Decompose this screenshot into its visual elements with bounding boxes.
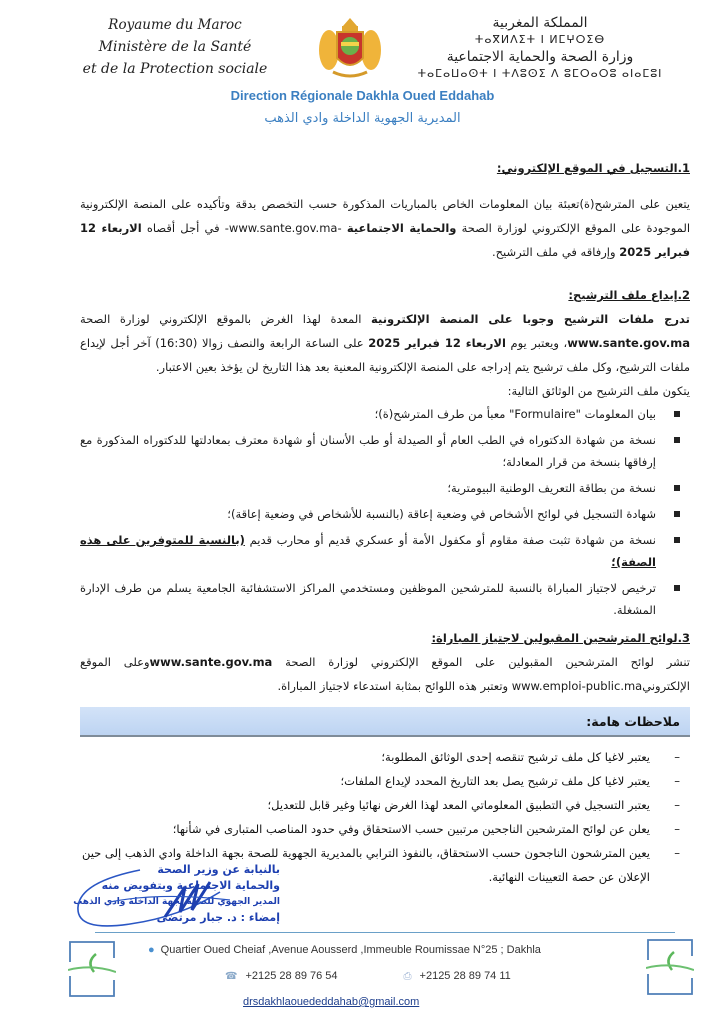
footer-divider [95, 932, 675, 933]
document-item [80, 577, 690, 621]
stamp-line2: والحماية الاجتماعية وبتفويض منه [101, 879, 280, 892]
document-item-text: نسخة من شهادة تثبت صفة مقاوم أو مكفول الأمة أو عسكري قديم أو محارب قديم [244, 533, 656, 547]
fax-icon: ⎙ [403, 971, 412, 982]
document-item [80, 429, 690, 473]
notes-header: ملاحظات هامة: [80, 707, 690, 737]
phone-icon: ☎ [225, 971, 238, 982]
section3-title: 3.لوائح المترشحين المقبولين لاجتياز المباراة: [431, 631, 690, 645]
phone-number: +2125 28 89 76 54 [245, 970, 338, 982]
section3-url-sante: www.sante.gov.ma [149, 655, 273, 669]
coat-of-arms-icon [315, 14, 385, 84]
stamp-line1: بالنيابة عن وزير الصحة [157, 863, 280, 876]
note-item [80, 769, 690, 793]
stamp-line4: إمضاء : د. جبار مرتضى [156, 911, 280, 924]
section1-title: 1.التسجيل في الموقع الإلكتروني: [496, 161, 690, 175]
ministry-fr-line1: Ministère de la Santé [98, 39, 252, 55]
signature-stamp [70, 862, 280, 952]
dash-icon: – [674, 846, 680, 860]
note-text: يعتبر لاغيا كل ملف ترشيح يصل بعد التاريخ المحدد لإيداع الملفات؛ [340, 774, 650, 788]
location-pin-icon: ● [148, 944, 155, 956]
section2-url: www.sante.gov.ma [567, 336, 690, 350]
section3-url-emploi: www.emploi-public.ma [511, 679, 643, 693]
footer-phones [225, 970, 519, 982]
section1-paragraph [80, 192, 690, 264]
bullet-square-icon [674, 411, 680, 417]
kingdom-ar: المملكة المغربية [492, 15, 588, 31]
section3-text-c: وتعتبر هذه اللوائح بمثابة استدعاء لاجتياز المباراة. [277, 679, 512, 693]
fax-number: +2125 28 89 74 11 [419, 970, 511, 982]
section1-text-c: وإرفاقه في ملف الترشيح. [491, 245, 620, 259]
section2-docs-intro: يتكون ملف الترشيح من الوثائق التالية: [507, 384, 690, 398]
section2-deadline: الاربعاء 12 فبراير 2025 [368, 336, 506, 350]
section3-text-b: وعلى الموقع الإلكتروني [80, 655, 690, 693]
kingdom-tifinagh: ⵜⴰⴳⵍⴷⵉⵜ ⵏ ⵍⵎⵖⵔⵉⴱ [474, 33, 606, 46]
section2-text-c: على الساعة الرابعة والنصف زوالا (16:30) آخر أجل لإيداع ملفات الترشيح، وكل ملف ترشيح يتم إدراجه على المنصة الإلكترونية المعنية بعد هذا التاريخ لن يؤخذ بعين الاعتبار. [80, 336, 690, 374]
kingdom-fr: Royaume du Maroc [108, 17, 242, 33]
dash-icon: – [674, 774, 680, 788]
section-deposit [80, 283, 690, 625]
note-item [80, 745, 690, 769]
bullet-square-icon [674, 537, 680, 543]
document-item-text: بيان المعلومات "Formulaire" معبأ من طرف المترشح(ة)؛ [374, 407, 656, 421]
section-accepted-lists [80, 626, 690, 698]
section2-title: 2.إيداع ملف الترشيح: [568, 288, 690, 302]
document-item [80, 403, 690, 425]
section1-text-a: يتعين على المترشح(ة)تعبئة بيان المعلومات الخاص بالمباريات المذكورة حسب التخصص بدقة وتأكيده على المنصة الإلكترونية الموجودة على الموقع الإلكتروني لوزارة الصحة [80, 197, 691, 235]
direction-ar: المديرية الجهوية الداخلة وادي الذهب [264, 111, 461, 126]
section1-bold-ministry: والحماية الاجتماعية [346, 221, 457, 235]
direction-fr: Direction Régionale Dakhla Oued Eddahab [230, 88, 495, 103]
note-text: يعتبر التسجيل في التطبيق المعلوماتي المعد لهذا الغرض نهائيا وغير قابل للتعديل؛ [267, 798, 650, 812]
ministry-fr-line2: et de la Protection sociale [82, 61, 268, 77]
note-item [80, 817, 690, 841]
section2-paragraph [80, 307, 690, 379]
bullet-square-icon [674, 485, 680, 491]
bullet-square-icon [674, 511, 680, 517]
document-item-text: شهادة التسجيل في لوائح الأشخاص في وضعية إعاقة (بالنسبة للأشخاص في وضعية إعاقة)؛ [227, 507, 656, 521]
section3-text-a: تنشر لوائح المترشحين المقبولين على الموقع الإلكتروني لوزارة الصحة [272, 655, 690, 669]
section1-text-b: في أجل أقصاه [141, 221, 220, 235]
address-text: Quartier Oued Cheiaf ,Avenue Aousserd ,Immeuble Roumissae N°25 ; Dakhla [160, 944, 541, 956]
document-item [80, 477, 690, 499]
footer-address [148, 944, 541, 956]
section1-url: -www.sante.gov.ma- [219, 221, 347, 235]
document-item [80, 503, 690, 525]
note-item [80, 793, 690, 817]
document-item-qualifier: (بالنسبة للمتوفرين على هذه الصفة)؛ [80, 533, 656, 569]
note-text: يعتبر لاغيا كل ملف ترشيح تنقصه إحدى الوثائق المطلوبة؛ [381, 750, 650, 764]
health-logo-icon [646, 938, 694, 996]
section2-text-a: المعدة لهذا الغرض بالموقع الإلكتروني لوزارة الصحة [80, 312, 372, 326]
stamp-line3: المدير الجهوي للصحة بجهة الداخلة وادي الذهب [73, 897, 280, 907]
signature-scribble-icon [70, 862, 280, 952]
bullet-square-icon [674, 585, 680, 591]
section-registration [80, 156, 690, 264]
dash-icon: – [674, 798, 680, 812]
health-logo-icon [68, 940, 116, 998]
section2-bold-intro: تدرج ملفات الترشيح وجوبا على المنصة الإلكترونية [371, 312, 690, 326]
bullet-square-icon [674, 437, 680, 443]
ministry-ar: وزارة الصحة والحماية الاجتماعية [446, 49, 634, 65]
section2-text-b: ، ويعتبر يوم [505, 336, 568, 350]
note-text: يعلن عن لوائح المترشحين الناجحين مرتبين حسب الاستحقاق وفي حدود المناصب المتبارى في شأنها؛ [172, 822, 650, 836]
document-item-text: نسخة من شهادة الدكتوراه في الطب العام أو الصيدلة أو طب الأسنان أو شهادة معترف بمعادلتها للدكتوراه المذكورة مع إرفاقها بنسخة من قرار المعادلة؛ [80, 433, 656, 469]
dash-icon: – [674, 750, 680, 764]
documents-list [80, 403, 690, 621]
footer-email-link[interactable]: drsdakhlaouededdahab@gmail.com [243, 996, 420, 1008]
header-arabic [415, 14, 665, 82]
dash-icon: – [674, 822, 680, 836]
ministry-tifinagh: ⵜⴰⵎⴰⵡⴰⵙⵜ ⵏ ⵜⴷⵓⵙⵉ ⴷ ⵓⵎⵔⴰⵔⵓ ⴰⵏⴰⵎⵓⵏ [417, 67, 663, 80]
document-item-text: ترخيص لاجتياز المباراة بالنسبة للمترشحين الموظفين ومستخدمي المراكز الاستشفائية الجامعية يسلم من طرف الإدارة المشغلة. [80, 581, 656, 617]
section3-paragraph [80, 650, 690, 698]
header-french [60, 14, 290, 80]
section1-deadline: الاربعاء 12 فبراير 2025 [80, 221, 690, 259]
document-item [80, 529, 690, 573]
document-item-text: نسخة من بطاقة التعريف الوطنية البيومترية؛ [447, 481, 656, 495]
note-text: يعين المترشحون الناجحون حسب الاستحقاق، بالنفوذ الترابي بالمديرية الجهوية للصحة بجهة الداخلة وادي الذهب إلى حين الإعلان عن حصة التعيينات النهائية. [81, 846, 650, 884]
